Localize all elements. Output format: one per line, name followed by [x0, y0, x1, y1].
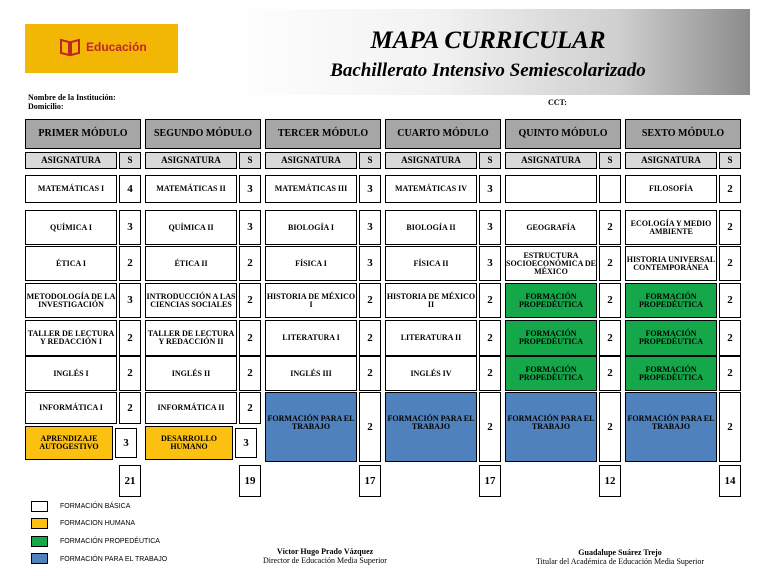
subject-cell: MATEMÁTICAS II	[145, 175, 237, 203]
subject-cell: FILOSOFÍA	[625, 175, 717, 203]
column-header-s: S	[719, 152, 741, 169]
module-title: CUARTO MÓDULO	[385, 119, 501, 149]
subject-cell: ESTRUCTURA SOCIOECONÓMICA DE MÉXICO	[505, 246, 597, 281]
subject-cell: MATEMÁTICAS III	[265, 175, 357, 203]
page-title: MAPA CURRICULAR	[370, 27, 606, 54]
module-total-hours: 19	[239, 465, 261, 497]
open-book-icon	[59, 37, 81, 57]
column-header-subject: ASIGNATURA	[25, 152, 117, 169]
signature-academic	[520, 548, 720, 566]
signature-role: Titular del Académica de Educación Media Superior	[535, 557, 705, 567]
hours-cell: 3	[115, 428, 137, 458]
hours-cell: 2	[239, 283, 261, 318]
hours-cell: 2	[479, 356, 501, 391]
subject-cell: FÍSICA I	[265, 246, 357, 281]
subject-cell: ÉTICA I	[25, 246, 117, 281]
subject-cell: HISTORIA UNIVERSAL CONTEMPORÁNEA	[625, 246, 717, 281]
hours-cell: 2	[119, 320, 141, 356]
column-header-s: S	[119, 152, 141, 169]
address-label: Domicilio:	[28, 102, 64, 111]
subject-cell: HISTORIA DE MÉXICO I	[265, 283, 357, 318]
hours-cell: 2	[719, 356, 741, 391]
subject-cell: GEOGRAFÍA	[505, 210, 597, 245]
column-header-subject: ASIGNATURA	[385, 152, 477, 169]
hours-cell: 2	[719, 392, 741, 462]
subject-cell-human: DESARROLLO HUMANO	[145, 426, 233, 460]
hours-cell: 2	[239, 356, 261, 391]
signature-name: Víctor Hugo Prado Vázquez	[276, 547, 374, 556]
legend-label-propaedeutic: FORMACIÓN PROPEDÉUTICA	[60, 538, 160, 545]
module-total-hours: 17	[479, 465, 501, 497]
column-header-subject: ASIGNATURA	[265, 152, 357, 169]
hours-cell: 3	[479, 175, 501, 203]
hours-cell: 3	[359, 175, 381, 203]
hours-cell: 3	[235, 428, 257, 458]
module-title: QUINTO MÓDULO	[505, 119, 621, 149]
legend-label-work: FORMACIÓN PARA EL TRABAJO	[60, 556, 168, 563]
subject-cell: INGLÉS II	[145, 356, 237, 391]
education-logo	[25, 24, 178, 73]
hours-cell: 2	[599, 246, 621, 281]
hours-cell: 2	[599, 283, 621, 318]
subject-cell: INGLÉS I	[25, 356, 117, 391]
subject-cell: INFORMÁTICA II	[145, 392, 237, 424]
hours-cell: 3	[119, 283, 141, 318]
hours-cell: 2	[239, 392, 261, 424]
module-title: SEGUNDO MÓDULO	[145, 119, 261, 149]
hours-cell: 2	[479, 320, 501, 356]
institution-name-label: Nombre de la Institución:	[28, 93, 116, 102]
column-header-subject: ASIGNATURA	[505, 152, 597, 169]
module-title: TERCER MÓDULO	[265, 119, 381, 149]
hours-cell: 2	[719, 320, 741, 356]
hours-cell: 3	[119, 210, 141, 245]
signature-director	[235, 547, 415, 565]
subject-cell-work: FORMACIÓN PARA EL TRABAJO	[385, 392, 477, 462]
subject-cell-propaedeutic: FORMACIÓN PROPEDÉUTICA	[505, 283, 597, 318]
column-header-s: S	[359, 152, 381, 169]
hours-cell: 2	[719, 246, 741, 281]
module-total-hours: 17	[359, 465, 381, 497]
column-header-s: S	[239, 152, 261, 169]
subject-cell-propaedeutic: FORMACIÓN PROPEDÉUTICA	[505, 356, 597, 391]
page-subtitle: Bachillerato Intensivo Semiescolarizado	[330, 60, 646, 81]
hours-cell: 2	[359, 356, 381, 391]
hours-cell: 3	[239, 210, 261, 245]
legend-label-human: FORMACION HUMANA	[60, 520, 136, 527]
hours-cell: 2	[719, 175, 741, 203]
hours-cell: 2	[479, 283, 501, 318]
legend-swatch-human	[31, 518, 48, 529]
subject-cell: QUÍMICA I	[25, 210, 117, 245]
column-header-subject: ASIGNATURA	[625, 152, 717, 169]
subject-cell-work: FORMACIÓN PARA EL TRABAJO	[625, 392, 717, 462]
module-total-hours: 12	[599, 465, 621, 497]
subject-cell: METODOLOGÍA DE LA INVESTIGACIÓN	[25, 283, 117, 318]
signature-role: Director de Educación Media Superior	[263, 556, 387, 566]
hours-cell: 2	[359, 283, 381, 318]
hours-cell	[599, 175, 621, 203]
hours-cell: 2	[119, 356, 141, 391]
subject-cell: ÉTICA II	[145, 246, 237, 281]
subject-cell: BIOLOGÍA II	[385, 210, 477, 245]
subject-cell: MATEMÁTICAS I	[25, 175, 117, 203]
signature-name: Guadalupe Suárez Trejo	[578, 548, 662, 557]
hours-cell: 2	[479, 392, 501, 462]
subject-cell-human: APRENDIZAJE AUTOGESTIVO	[25, 426, 113, 460]
hours-cell: 2	[359, 392, 381, 462]
subject-cell-propaedeutic: FORMACIÓN PROPEDÉUTICA	[505, 320, 597, 356]
subject-cell: INGLÉS III	[265, 356, 357, 391]
subject-cell: LITERATURA II	[385, 320, 477, 356]
subject-cell: BIOLOGÍA I	[265, 210, 357, 245]
hours-cell: 2	[239, 320, 261, 356]
hours-cell: 3	[479, 246, 501, 281]
hours-cell: 2	[719, 210, 741, 245]
hours-cell: 2	[359, 320, 381, 356]
hours-cell: 3	[359, 246, 381, 281]
subject-cell: QUÍMICA II	[145, 210, 237, 245]
hours-cell: 2	[599, 320, 621, 356]
column-header-s: S	[599, 152, 621, 169]
legend-label-basic: FORMACIÓN BÁSICA	[60, 503, 131, 510]
hours-cell: 2	[119, 392, 141, 424]
legend-swatch-propaedeutic	[31, 536, 48, 547]
subject-cell-propaedeutic: FORMACIÓN PROPEDÉUTICA	[625, 356, 717, 391]
column-header-s: S	[479, 152, 501, 169]
module-total-hours: 21	[119, 465, 141, 497]
subject-cell: HISTORIA DE MÉXICO II	[385, 283, 477, 318]
module-total-hours: 14	[719, 465, 741, 497]
subject-cell: INGLÉS IV	[385, 356, 477, 391]
hours-cell: 2	[239, 246, 261, 281]
cct-label: CCT:	[548, 98, 567, 107]
subject-cell: MATEMÁTICAS IV	[385, 175, 477, 203]
hours-cell: 2	[599, 392, 621, 462]
subject-cell-work: FORMACIÓN PARA EL TRABAJO	[505, 392, 597, 462]
hours-cell: 4	[119, 175, 141, 203]
legend-swatch-basic	[31, 501, 48, 512]
hours-cell: 3	[479, 210, 501, 245]
hours-cell: 2	[599, 356, 621, 391]
module-title: PRIMER MÓDULO	[25, 119, 141, 149]
hours-cell: 3	[359, 210, 381, 245]
subject-cell-propaedeutic: FORMACIÓN PROPEDÉUTICA	[625, 320, 717, 356]
subject-cell: INTRODUCCIÓN A LAS CIENCIAS SOCIALES	[145, 283, 237, 318]
subject-cell: ECOLOGÍA Y MEDIO AMBIENTE	[625, 210, 717, 245]
subject-cell: LITERATURA I	[265, 320, 357, 356]
column-header-subject: ASIGNATURA	[145, 152, 237, 169]
module-title: SEXTO MÓDULO	[625, 119, 741, 149]
subject-cell: FÍSICA II	[385, 246, 477, 281]
hours-cell: 2	[599, 210, 621, 245]
subject-cell: INFORMÁTICA I	[25, 392, 117, 424]
subject-cell	[505, 175, 597, 203]
hours-cell: 2	[119, 246, 141, 281]
legend-swatch-work	[31, 553, 48, 564]
hours-cell: 3	[239, 175, 261, 203]
hours-cell: 2	[719, 283, 741, 318]
header-banner	[226, 9, 750, 95]
subject-cell: TALLER DE LECTURA Y REDACCIÓN I	[25, 320, 117, 356]
subject-cell-propaedeutic: FORMACIÓN PROPEDÉUTICA	[625, 283, 717, 318]
logo-text: Educación	[86, 40, 147, 54]
subject-cell: TALLER DE LECTURA Y REDACCIÓN II	[145, 320, 237, 356]
subject-cell-work: FORMACIÓN PARA EL TRABAJO	[265, 392, 357, 462]
